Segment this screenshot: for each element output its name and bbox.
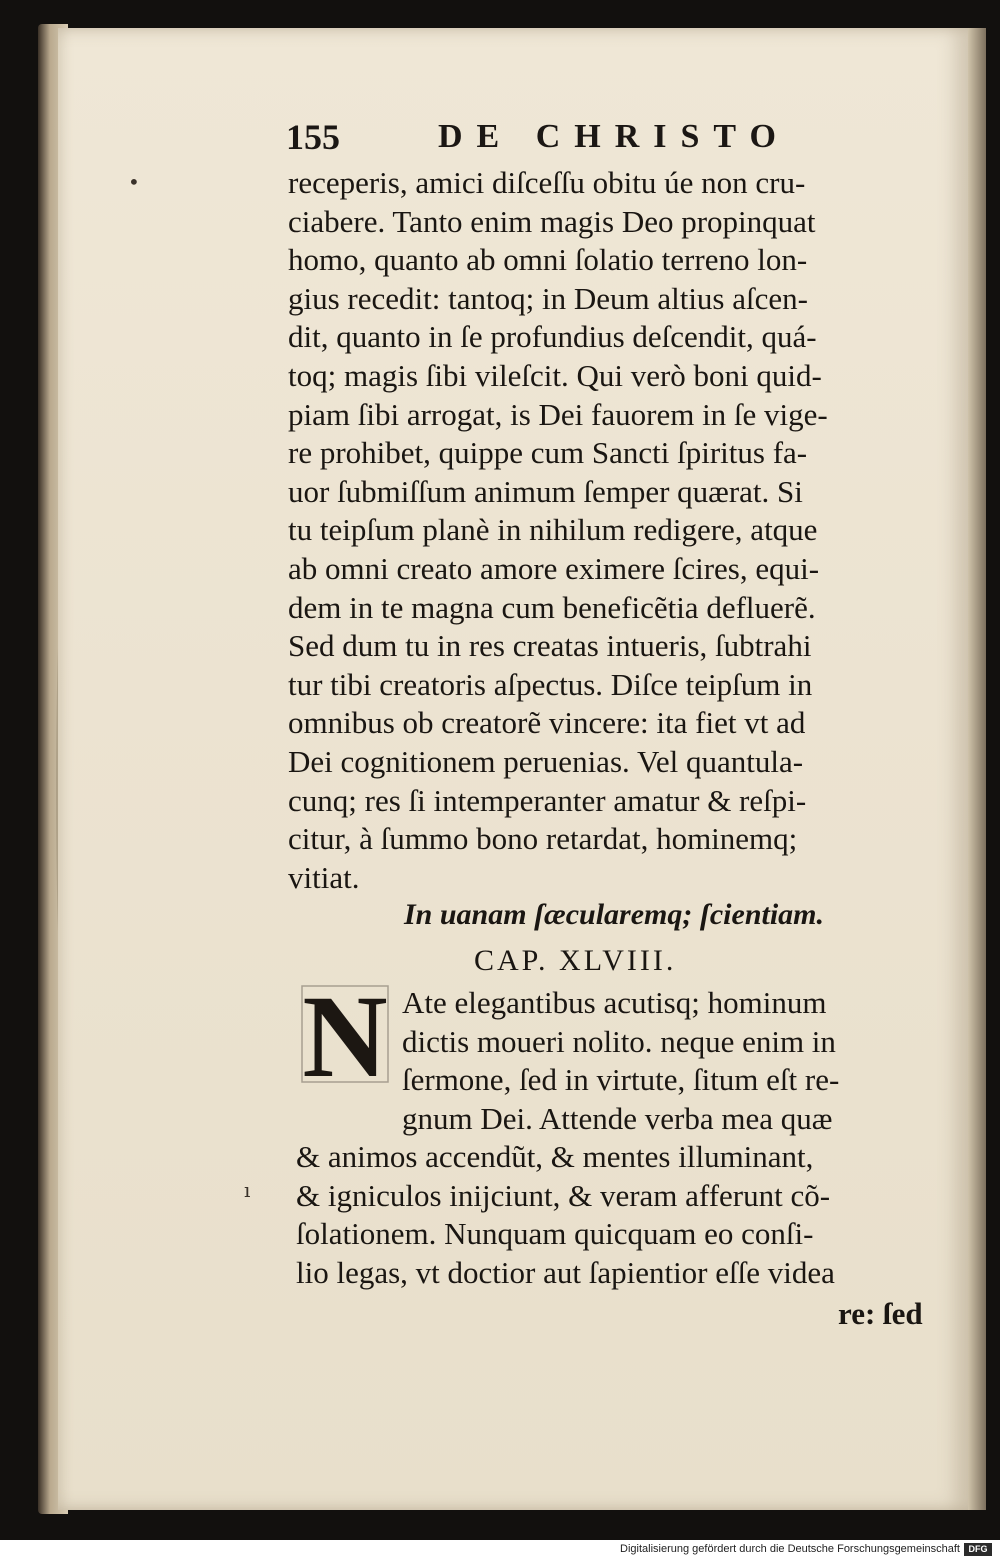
dfg-logo-icon: DFG	[964, 1543, 992, 1556]
text-line: ſermone, ſed in virtute, ſitum eſt re-	[402, 1062, 840, 1098]
page-number: 155	[286, 117, 340, 157]
right-page-edge	[968, 28, 986, 1510]
text-line: vitiat.	[288, 859, 360, 895]
text-line: omnibus ob creatorẽ vincere: ita fiet vt ad	[288, 705, 806, 741]
text-line: ciabere. Tanto enim magis Deo propinquat	[288, 203, 816, 239]
text-line: gius recedit: tantoq; in Deum altius aſcen-	[288, 280, 808, 316]
chapter-text-indented	[402, 984, 942, 1138]
text-line: re prohibet, quippe cum Sancti ſpiritus fa-	[288, 435, 808, 471]
margin-mark-icon: •	[128, 170, 140, 194]
margin-mark-icon: ı	[244, 1178, 251, 1202]
text-line: & igniculos inijciunt, & veram afferunt cõ-	[296, 1177, 831, 1213]
decorated-initial	[296, 980, 394, 1088]
text-line: homo, quanto ab omni ſolatio terreno lon-	[288, 242, 808, 278]
section-title: In uanam ſæcularemq; ſcientiam.	[404, 898, 825, 931]
catchword: re: ſed	[838, 1296, 923, 1331]
text-line: ab omni creato amore eximere ſcires, equi-	[288, 550, 820, 586]
text-line: cunq; res ſi intemperanter amatur & reſpi-	[288, 782, 807, 818]
text-line: Sed dum tu in res creatas intueris, ſubtrahi	[288, 628, 812, 664]
text-line: gnum Dei. Attende verba mea quæ	[402, 1100, 833, 1136]
text-line: uor ſubmiſſum animum ſemper quærat. Si	[288, 473, 803, 509]
text-line: Dei cognitionem peruenias. Vel quantula-	[288, 743, 804, 779]
footer-credit: Digitalisierung gefördert durch die Deutsche Forschungsgemeinschaft	[620, 1543, 960, 1555]
text-line: tur tibi creatoris aſpectus. Diſce teipſum in	[288, 666, 813, 702]
text-line: dictis moueri nolito. neque enim in	[402, 1023, 836, 1059]
body-text	[288, 164, 938, 897]
text-line: ſolationem. Nunquam quicquam eo conſi-	[296, 1216, 814, 1252]
text-line: dit, quanto in ſe profundius deſcendit, quá-	[288, 319, 817, 355]
initial-n-icon	[296, 980, 394, 1088]
text-line: lio legas, vt doctior aut ſapientior eſſe videa	[296, 1254, 835, 1290]
initial-letter: N	[302, 980, 388, 1088]
text-line: piam ſibi arrogat, is Dei fauorem in ſe vige-	[288, 396, 828, 432]
page-header	[286, 116, 846, 164]
chapter-text	[296, 1138, 942, 1292]
chapter-label: CAP. XLVIII.	[474, 944, 677, 977]
text-line: citur, à ſummo bono retardat, hominemq;	[288, 821, 798, 857]
text-line: tu teipſum planè in nihilum redigere, atque	[288, 512, 818, 548]
text-line: Ate elegantibus acutisq; hominum	[402, 985, 827, 1020]
running-head: DE CHRISTO	[438, 118, 790, 155]
text-line: toq; magis ſibi vileſcit. Qui verò boni quid-	[288, 357, 822, 393]
text-line: dem in te magna cum beneficẽtia defluerẽ.	[288, 589, 816, 625]
text-line: receperis, amici diſceſſu obitu úe non cru-	[288, 165, 806, 200]
text-line: & animos accendũt, & mentes illuminant,	[296, 1139, 814, 1174]
